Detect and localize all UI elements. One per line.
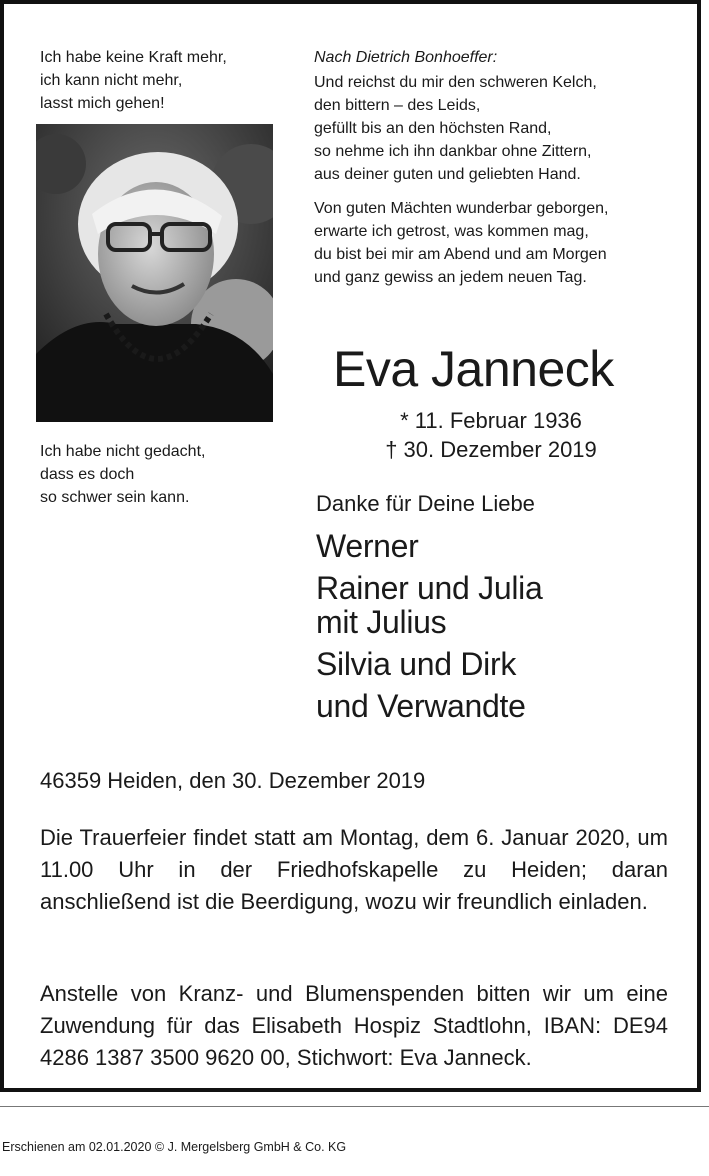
family-member: Silvia und Dirk: [316, 646, 517, 682]
poem-line: gefüllt bis an den höchsten Rand,: [314, 120, 552, 137]
left-quote-top: [40, 46, 227, 115]
poem: [314, 46, 608, 289]
family-member: Werner: [316, 528, 419, 564]
quote-line: dass es doch: [40, 466, 135, 483]
family-member: und Verwandte: [316, 688, 526, 724]
deceased-name: Eva Janneck: [333, 341, 614, 397]
left-quote-bottom: [40, 440, 205, 509]
quote-line: so schwer sein kann.: [40, 489, 190, 506]
birth-date: * 11. Februar 1936: [400, 408, 582, 433]
poem-line: Und reichst du mir den schweren Kelch,: [314, 74, 597, 91]
poem-stanza-2: [314, 197, 608, 289]
donation-info: Anstelle von Kranz- und Blumenspenden bitten wir um eine Zuwendung für das Elisabeth Hospiz Stadtlohn, IBAN: DE94 4286 1387 3500 9620 00, Stichwort: Eva Janneck.: [40, 981, 668, 1070]
family-member: Rainer und Julia: [316, 570, 543, 606]
deceased-dates: [330, 406, 652, 464]
thanks-line: Danke für Deine Liebe: [316, 491, 535, 516]
quote-line: Ich habe nicht gedacht,: [40, 443, 206, 460]
family-list: [316, 526, 542, 726]
publication-footer: Erschienen am 02.01.2020 © J. Mergelsberg GmbH & Co. KG: [2, 1140, 347, 1154]
quote-line: lasst mich gehen!: [40, 95, 165, 112]
funeral-info: Die Trauerfeier findet statt am Montag, dem 6. Januar 2020, um 11.00 Uhr in der Friedhofskapelle zu Heiden; daran anschließend ist die Beerdigung, wozu wir freundlich einladen.: [40, 825, 668, 914]
quote-line: ich kann nicht mehr,: [40, 72, 183, 89]
family-member: mit Julius: [316, 604, 447, 640]
death-date: † 30. Dezember 2019: [385, 437, 597, 462]
poem-line: Von guten Mächten wunderbar geborgen,: [314, 200, 609, 217]
quote-line: Ich habe keine Kraft mehr,: [40, 49, 227, 66]
poem-line: aus deiner guten und geliebten Hand.: [314, 166, 581, 183]
poem-attribution: Nach Dietrich Bonhoeffer:: [314, 49, 498, 66]
poem-line: erwarte ich getrost, was kommen mag,: [314, 223, 589, 240]
poem-line: so nehme ich ihn dankbar ohne Zittern,: [314, 143, 592, 160]
poem-line: den bittern – des Leids,: [314, 97, 481, 114]
portrait-image: [36, 124, 273, 422]
portrait-photo: [36, 124, 273, 422]
place-date: 46359 Heiden, den 30. Dezember 2019: [40, 768, 426, 793]
poem-line: du bist bei mir am Abend und am Morgen: [314, 246, 607, 263]
poem-stanza-1: [314, 71, 608, 186]
footer-divider: [0, 1106, 709, 1107]
poem-line: und ganz gewiss an jedem neuen Tag.: [314, 269, 587, 286]
